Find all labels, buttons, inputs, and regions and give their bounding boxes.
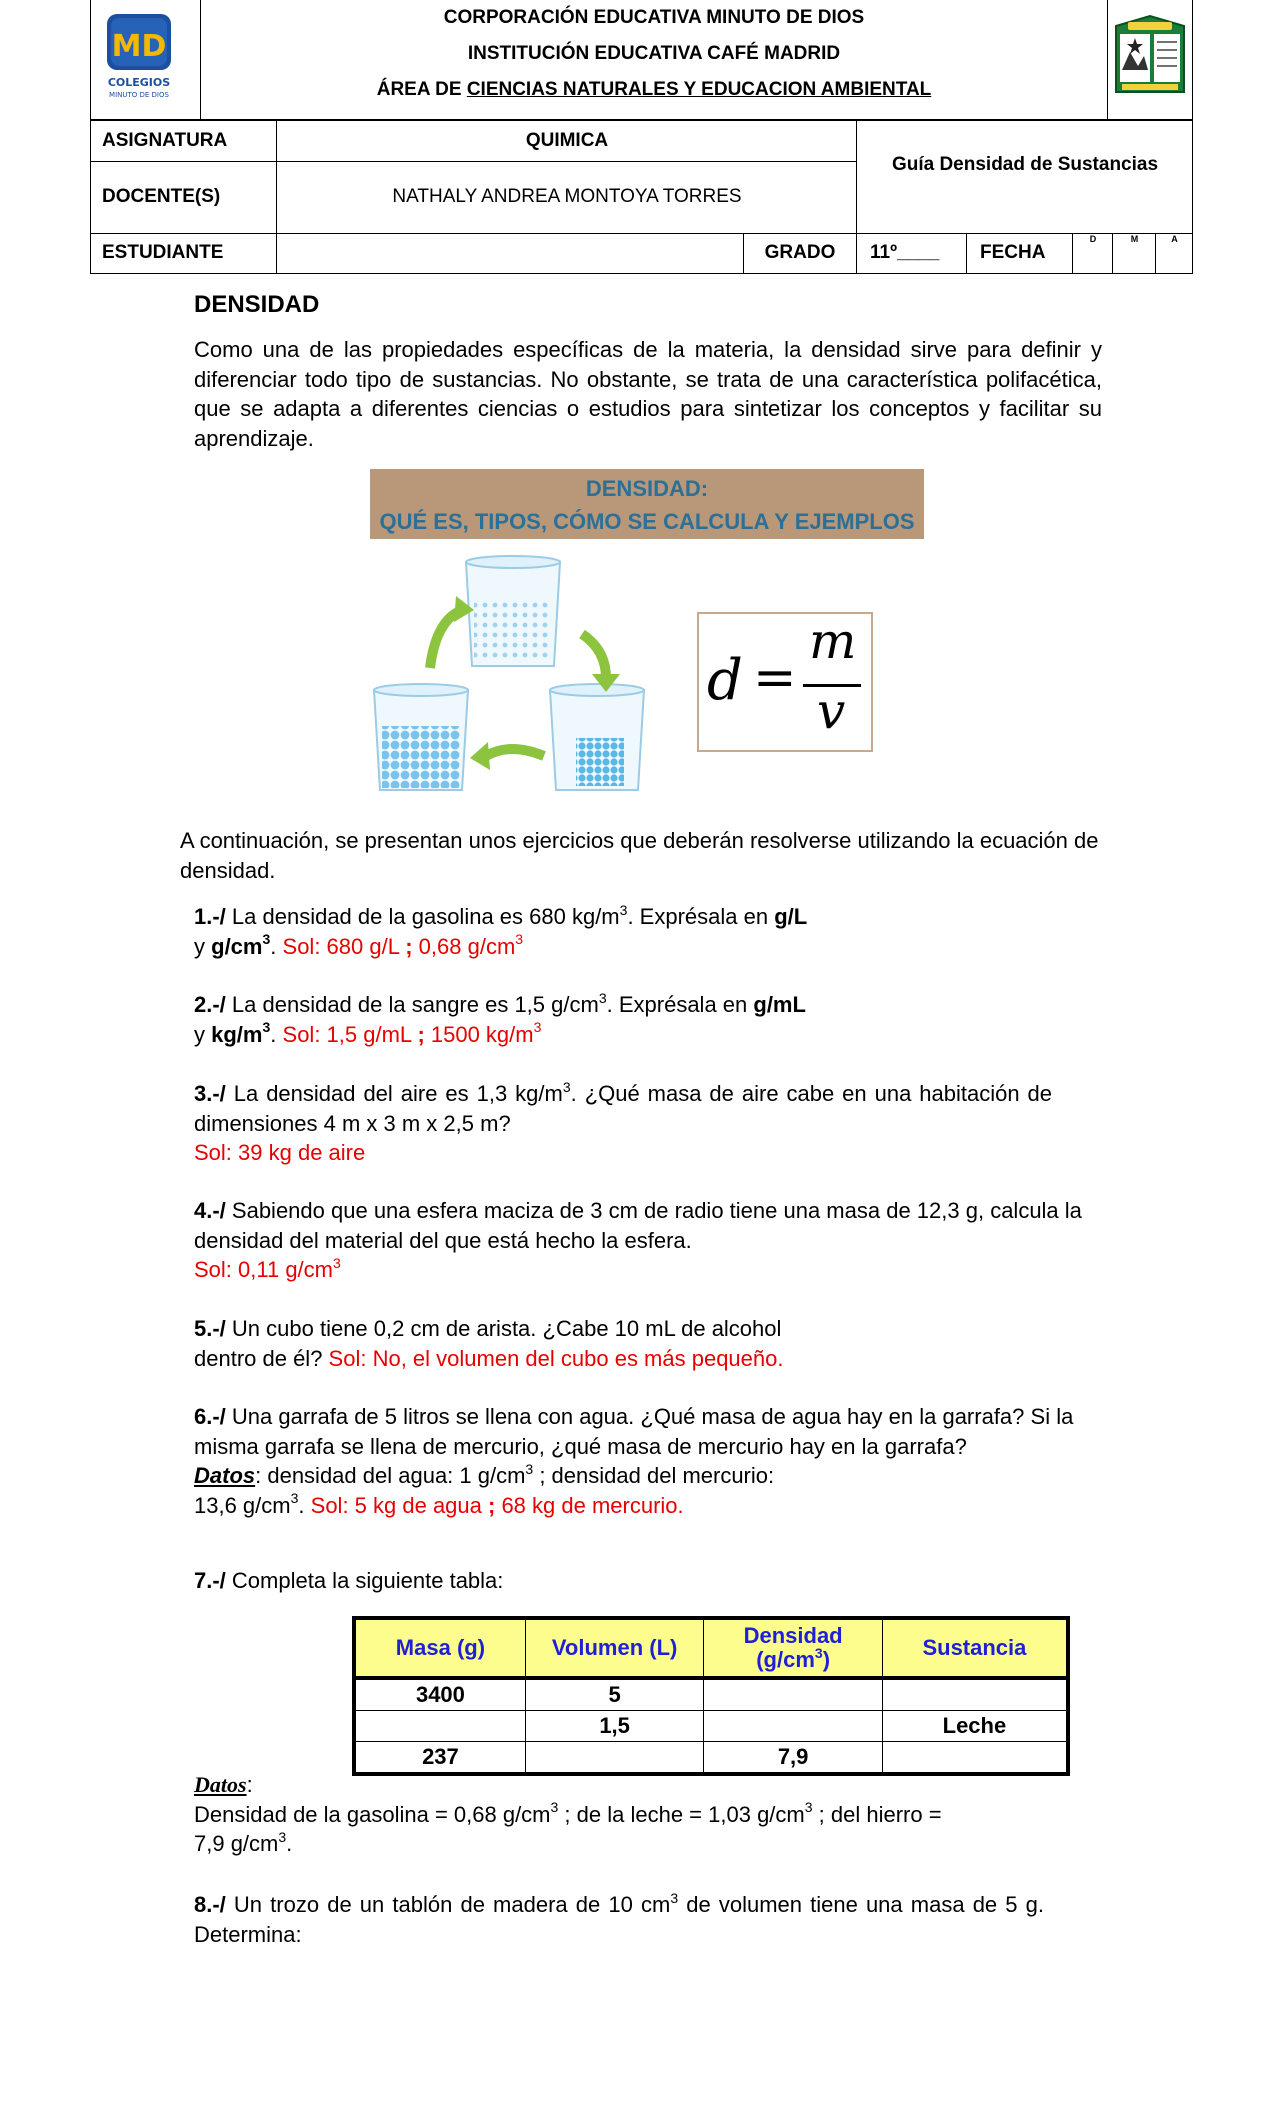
guide-title: Guía Densidad de Sustancias (891, 154, 1159, 175)
md-logo (91, 0, 201, 120)
fecha-label: FECHA (980, 242, 1046, 263)
grado-value[interactable]: 11º____ (870, 242, 940, 263)
cell-sustancia[interactable]: Leche (882, 1711, 1068, 1742)
cell-densidad[interactable] (704, 1678, 883, 1711)
cell-sustancia[interactable] (882, 1678, 1068, 1711)
cell-masa[interactable] (354, 1711, 525, 1742)
estudiante-label: ESTUDIANTE (102, 242, 224, 263)
table-row (354, 1711, 1068, 1742)
header-line-3: ÁREA DE CIENCIAS NATURALES Y EDUCACION AMBIENTAL (376, 79, 932, 100)
states-of-matter-illustration (370, 550, 670, 800)
asignatura-value: QUIMICA (525, 130, 609, 151)
cell-volumen[interactable]: 5 (525, 1678, 704, 1711)
exercise-3: 3.-/ La densidad del aire es 1,3 $kg/m^3$. ¿Qué masa de aire cabe en una habitación de dimensiones 4 m x 3 m x 2,5 m? Sol: 39 kg de aire (194, 1078, 1053, 1165)
exercise-6: 6.-/ Una garrafa de 5 litros se llena con agua. ¿Qué masa de agua hay en la garrafa? Si la misma garrafa se llena de mercurio, ¿qué masa de mercurio hay en la garrafa? Datos: densidad del agua: 1 $g/cm^3$ ; densidad del mercurio: 13,6 $g/cm^3$. Sol: 5 kg de agua ; 68 kg de mercurio. (194, 1404, 1074, 1518)
col-volumen: Volumen (L) (525, 1618, 704, 1678)
table-header-row (354, 1618, 1068, 1678)
col-masa: Masa (g) (354, 1618, 525, 1678)
cell-masa[interactable]: 237 (354, 1742, 525, 1775)
solution-2: Sol: 1,5 g/mL (282, 1021, 418, 1047)
header-line-2: INSTITUCIÓN EDUCATIVA CAFÉ MADRID (467, 43, 841, 64)
docente-label: DOCENTE(S) (102, 186, 221, 207)
cell-densidad[interactable] (704, 1711, 883, 1742)
banner-line-1: DENSIDAD: (585, 476, 709, 501)
exercise-1: 1.-/ La densidad de la gasolina es 680 $kg/m^3$. Exprésala en g/L y $g/cm^3$. Sol: 680 g/L ; 0,68 $g/cm^3$ (194, 901, 808, 959)
exercise-8: 8.-/ Un trozo de un tablón de madera de 10 $cm^3$ de volumen tiene una masa de 5 g. Determina: (194, 1889, 1045, 1947)
solution-3: Sol: 39 kg de aire (194, 1140, 366, 1165)
exercises-lead: A continuación, se presentan unos ejercicios que deberán resolverse utilizando la ecuación de densidad. (180, 828, 1099, 883)
exercise-7-datos: Datos: Densidad de la gasolina = 0,68 $g/cm^3$ ; de la leche = 1,03 $g/cm^3$ ; del hierro = 7,9 $g/cm^3$. (194, 1772, 942, 1856)
solution-5: Sol: No, el volumen del cubo es más pequeño. (328, 1345, 784, 1371)
exercise-4: 4.-/ Sabiendo que una esfera maciza de 3 cm de radio tiene una masa de 12,3 g, calcula la densidad del material del que está hecho la esfera. Sol: 0,11 $g/cm^3$ (194, 1198, 1082, 1282)
header-institution (90, 0, 1193, 120)
md-logo-icon (91, 0, 201, 120)
cell-volumen[interactable]: 1,5 (525, 1711, 704, 1742)
student-name-field[interactable] (278, 234, 742, 273)
formula-den: v (817, 682, 846, 740)
col-sustancia: Sustancia (882, 1618, 1068, 1678)
svg-text:COLEGIOS: COLEGIOS (107, 76, 171, 89)
exercise-2: 2.-/ La densidad de la sangre es 1,5 $g/cm^3$. Exprésala en g/mL y $kg/m^3$. Sol: 1,5 g/mL ; 1500 $kg/m^3$ (194, 989, 806, 1047)
exercise-7: 7.-/ Completa la siguiente tabla: (194, 1568, 504, 1593)
density-banner (370, 469, 924, 539)
table-row (354, 1678, 1068, 1711)
school-shield-logo (1107, 0, 1192, 120)
formula-num: m (809, 612, 857, 670)
solution-6: Sol: 5 kg de agua (310, 1492, 488, 1518)
formula-lhs: d (707, 648, 743, 713)
solution-4: Sol: 0,11 g/cm (194, 1257, 333, 1282)
exercise-5: 5.-/ Un cubo tiene 0,2 cm de arista. ¿Cabe 10 mL de alcohol dentro de él? Sol: No, el volumen del cubo es más pequeño. (194, 1316, 784, 1371)
asignatura-label: ASIGNATURA (102, 130, 228, 151)
shield-icon (1108, 0, 1193, 120)
svg-text:MD: MD (111, 29, 167, 64)
cell-masa[interactable]: 3400 (354, 1678, 525, 1711)
banner-line-2: QUÉ ES, TIPOS, CÓMO SE CALCULA Y EJEMPLOS (379, 509, 915, 534)
header-line-1: CORPORACIÓN EDUCATIVA MINUTO DE DIOS (443, 7, 865, 28)
docente-value: NATHALY ANDREA MONTOYA TORRES (392, 186, 742, 207)
col-densidad: Densidad $(g/cm^3)$ (704, 1618, 883, 1678)
density-table (352, 1616, 1070, 1776)
svg-text:MINUTO DE DIOS: MINUTO DE DIOS (109, 91, 169, 99)
formula-eq: = (753, 648, 797, 708)
intro-paragraph: Como una de las propiedades específicas de la materia, la densidad sirve para definir y diferenciar todo tipo de sustancias. No obstante, se trata de una característica polifacética, que se adapta a diferentes ciencias o estudios para sintetizar los conceptos y facilitar su aprendizaje. (194, 337, 1102, 451)
solution-1: Sol: 680 g/L (282, 933, 406, 959)
fecha-month[interactable]: M (1130, 234, 1139, 244)
grado-label: GRADO (764, 242, 836, 263)
fecha-year[interactable]: A (1171, 234, 1178, 244)
fecha-day[interactable]: D (1089, 234, 1097, 244)
density-formula (697, 612, 873, 752)
section-title: DENSIDAD (194, 291, 320, 318)
cell-densidad[interactable]: 7,9 (704, 1742, 883, 1775)
